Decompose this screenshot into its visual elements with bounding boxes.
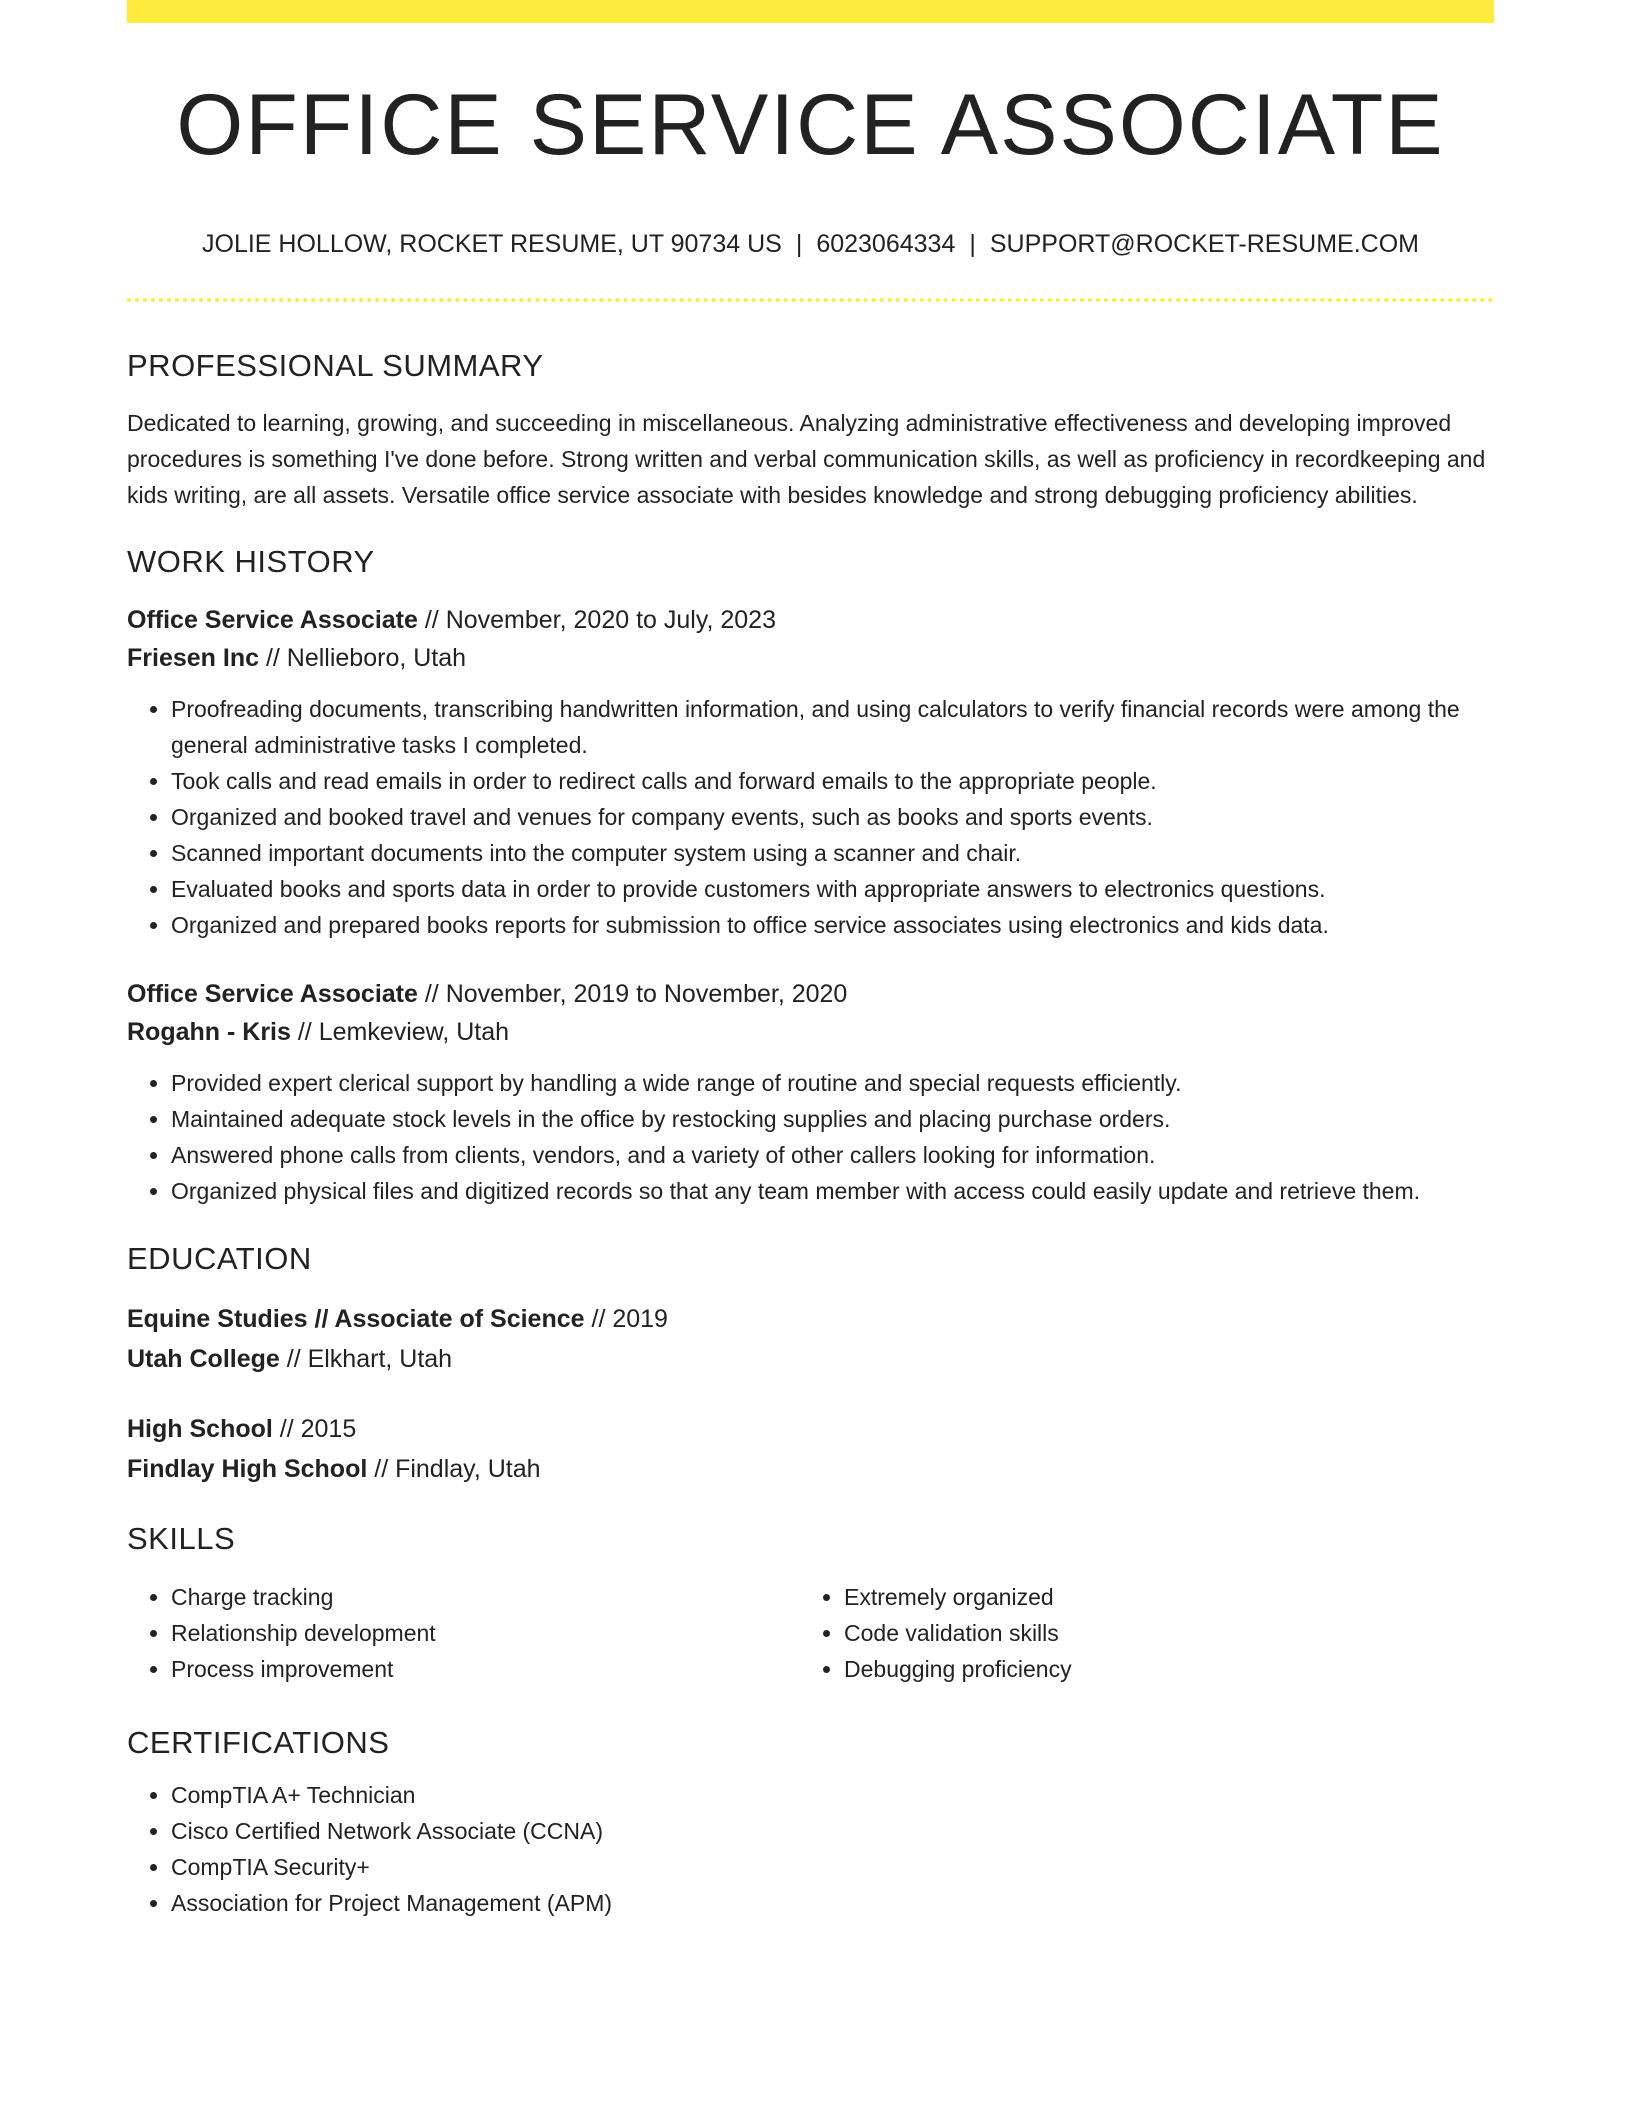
job-location: // Lemkeview, Utah: [290, 1018, 510, 1046]
header-divider: [127, 298, 1494, 302]
resume-content: [127, 0, 1494, 1921]
job-dates: // November, 2020 to July, 2023: [417, 606, 776, 634]
contact-email: SUPPORT@ROCKET-RESUME.COM: [989, 230, 1419, 258]
certifications-list: [127, 1777, 1494, 1921]
job-bullets: [127, 1065, 1494, 1209]
education-entry: [127, 1299, 1494, 1379]
education-school-line: [127, 1339, 1494, 1379]
education-school: Utah College: [127, 1345, 280, 1373]
education-year: // 2019: [584, 1305, 668, 1333]
job-bullets: [127, 691, 1494, 943]
education-school: Findlay High School: [127, 1455, 368, 1483]
job-title-line: [127, 975, 1494, 1013]
summary-text: Dedicated to learning, growing, and succeeding in miscellaneous. Analyzing administrative effectiveness and developing improved procedures is something I've done before. Strong written and verbal communication skills, as well as proficiency in recordkeeping and kids writing, are all assets. Versatile office service associate with besides knowledge and strong debugging proficiency abilities.: [127, 410, 1486, 508]
work-history-heading: WORK HISTORY: [127, 544, 375, 579]
job-company-line: [127, 1013, 1494, 1051]
job-title-line: [127, 601, 1494, 639]
resume-title: OFFICE SERVICE ASSOCIATE: [176, 77, 1445, 173]
education-school-line: [127, 1449, 1494, 1489]
job-bullet: • Organized physical files and digitized records so that any team member with access could easily update and retrieve them.: [171, 1173, 1494, 1209]
certification-item: • Cisco Certified Network Associate (CCNA): [171, 1813, 1494, 1849]
education-degree-line: [127, 1299, 1494, 1339]
contact-separator: |: [795, 230, 803, 258]
job-company-line: [127, 639, 1494, 677]
education-location: // Elkhart, Utah: [279, 1345, 453, 1373]
education-degree: Equine Studies // Associate of Science: [127, 1305, 585, 1333]
certification-item: • CompTIA A+ Technician: [171, 1777, 1494, 1813]
job-company: Rogahn - Kris: [127, 1018, 291, 1046]
summary-heading: PROFESSIONAL SUMMARY: [127, 348, 544, 383]
certification-item: • CompTIA Security+: [171, 1849, 1494, 1885]
skill-item: • Extremely organized: [844, 1579, 1473, 1615]
job-bullet: • Provided expert clerical support by handling a wide range of routine and special requests efficiently.: [171, 1065, 1494, 1101]
job-bullet: • Answered phone calls from clients, vendors, and a variety of other callers looking for information.: [171, 1137, 1494, 1173]
job-role: Office Service Associate: [127, 606, 418, 634]
skill-item: • Charge tracking: [171, 1579, 800, 1615]
contact-phone: 6023064334: [816, 230, 956, 258]
education-degree: High School: [127, 1415, 273, 1443]
skill-item: • Debugging proficiency: [844, 1651, 1473, 1687]
education-entry: [127, 1409, 1494, 1489]
job-entry: [127, 601, 1494, 943]
education-heading: EDUCATION: [127, 1241, 312, 1276]
skills-heading: SKILLS: [127, 1521, 236, 1556]
education-year: // 2015: [272, 1415, 357, 1443]
skill-item: • Code validation skills: [844, 1615, 1473, 1651]
skills-grid: [127, 1579, 1494, 1687]
job-role: Office Service Associate: [127, 980, 418, 1008]
skills-list-left: [127, 1579, 800, 1687]
job-bullet: • Proofreading documents, transcribing handwritten information, and using calculators to verify financial records were among the general administrative tasks I completed.: [171, 691, 1494, 763]
job-entry: [127, 975, 1494, 1209]
contact-line: [127, 228, 1494, 260]
job-bullet: • Scanned important documents into the computer system using a scanner and chair.: [171, 835, 1494, 871]
certifications-heading: CERTIFICATIONS: [127, 1725, 390, 1760]
job-location: // Nellieboro, Utah: [259, 644, 467, 672]
job-bullet: • Took calls and read emails in order to redirect calls and forward emails to the appropriate people.: [171, 763, 1494, 799]
job-bullet: • Organized and prepared books reports for submission to office service associates using electronics and kids data.: [171, 907, 1494, 943]
certification-item: • Association for Project Management (APM): [171, 1885, 1494, 1921]
contact-address: JOLIE HOLLOW, ROCKET RESUME, UT 90734 US: [202, 230, 782, 258]
skill-item: • Process improvement: [171, 1651, 800, 1687]
job-company: Friesen Inc: [127, 644, 259, 672]
contact-separator: |: [969, 230, 976, 258]
job-dates: // November, 2019 to November, 2020: [417, 980, 848, 1008]
education-location: // Findlay, Utah: [367, 1455, 541, 1483]
job-bullet: • Maintained adequate stock levels in the office by restocking supplies and placing purchase orders.: [171, 1101, 1494, 1137]
skills-list-right: [800, 1579, 1473, 1687]
job-bullet: • Organized and booked travel and venues for company events, such as books and sports events.: [171, 799, 1494, 835]
education-degree-line: [127, 1409, 1494, 1449]
skill-item: • Relationship development: [171, 1615, 800, 1651]
job-bullet: • Evaluated books and sports data in order to provide customers with appropriate answers to electronics questions.: [171, 871, 1494, 907]
